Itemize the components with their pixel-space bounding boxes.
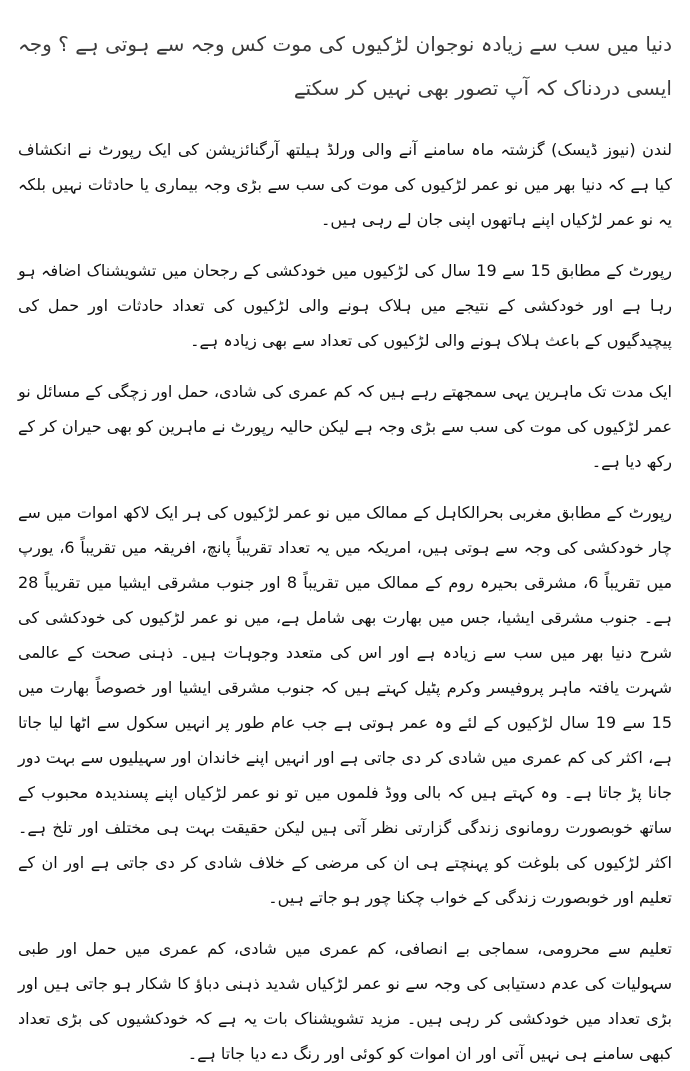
- article-paragraph-3: ایک مدت تک ماہرین یہی سمجھتے رہے ہیں کہ کم عمری کی شادی، حمل اور زچگی کے مسائل نو عمر لڑکیوں کی موت کی سب سے بڑی وجہ ہے لیکن حالیہ رپورٹ نے ماہرین کو بھی حیران کر کے رکھ دیا ہے۔: [18, 382, 672, 471]
- article-paragraph-4: رپورٹ کے مطابق مغربی بحرالکاہل کے ممالک میں نو عمر لڑکیوں کی ہر ایک لاکھ اموات میں سے چار خودکشی کی وجہ سے ہوتی ہیں، امریکہ میں یہ تعداد تقریباً پانچ، افریقہ میں تقریباً 6، یورپ میں تقریباً 6، مشرقی بحیرہ روم کے ممالک میں تقریباً 8 اور جنوب مشرقی ایشیا میں تقریباً 28 ہے۔ جنوب مشرقی ایشیا، جس میں بھارت بھی شامل ہے، میں نو عمر لڑکیوں کی خودکشی کی شرح دنیا بھر میں سب سے زیادہ ہے اور اس کی متعدد وجوہات ہیں۔ ذہنی صحت کے عالمی شہرت یافتہ ماہر پروفیسر وکرم پٹیل کہتے ہیں کہ جنوب مشرقی ایشیا اور خصوصاً بھارت میں 15 سے 19 سال لڑکیوں کے لئے وہ عمر ہوتی ہے جب عام طور پر انہیں سکول سے اٹھا لیا جاتا ہے، اکثر کی کم عمری میں شادی کر دی جاتی ہے اور انہیں اپنے خاندان اور سہیلیوں سے بہت دور جانا پڑ جاتا ہے۔ وہ کہتے ہیں کہ بالی ووڈ فلموں میں تو نو عمر لڑکیاں اپنے پسندیدہ محبوب کے ساتھ خوبصورت رومانوی زندگی گزارتی نظر آتی ہیں لیکن حقیقت بہت ہی مختلف اور تلخ ہے۔ اکثر لڑکیوں کی بلوغت کو پہنچتے ہی ان کی مرضی کے خلاف شادی کر دی جاتی ہے اور ان کے تعلیم اور خوبصورت زندگی کے خواب چکنا چور ہو جاتے ہیں۔: [18, 503, 673, 907]
- article-paragraph-2: رپورٹ کے مطابق 15 سے 19 سال کی لڑکیوں میں خودکشی کے رجحان میں تشویشناک اضافہ ہو رہا ہے اور خودکشی کے نتیجے میں ہلاک ہونے والی لڑکیوں کی تعداد حادثات اور حمل کی پیچیدگیوں کے باعث ہلاک ہونے والی لڑکیوں کی تعداد سے بھی زیادہ ہے۔: [18, 261, 672, 350]
- article-paragraph-5: تعلیم سے محرومی، سماجی بے انصافی، کم عمری میں شادی، کم عمری میں حمل اور طبی سہولیات کی عدم دستیابی کی وجہ سے نو عمر لڑکیاں شدید ذہنی دباؤ کا شکار ہو جاتی ہیں اور بڑی تعداد میں خودکشی کر رہی ہیں۔ مزید تشویشناک بات یہ ہے کہ خودکشیوں کی بڑی تعداد کبھی سامنے ہی نہیں آتی اور ان اموات کو کوئی اور رنگ دے دیا جاتا ہے۔: [18, 939, 672, 1063]
- article-title: دنیا میں سب سے زیادہ نوجوان لڑکیوں کی موت کس وجہ سے ہوتی ہے ؟ وجہ ایسی دردناک کہ آپ تصور بھی نہیں کر سکتے: [18, 32, 672, 100]
- article-paragraph-1: لندن (نیوز ڈیسک) گزشتہ ماہ سامنے آنے والی ورلڈ ہیلتھ آرگنائزیشن کی ایک رپورٹ نے انکشاف کیا ہے کہ دنیا بھر میں نو عمر لڑکیوں کی موت کی سب سے بڑی وجہ بیماری یا حادثات نہیں بلکہ یہ نو عمر لڑکیاں اپنے ہاتھوں اپنی جان لے رہی ہیں۔: [18, 140, 672, 229]
